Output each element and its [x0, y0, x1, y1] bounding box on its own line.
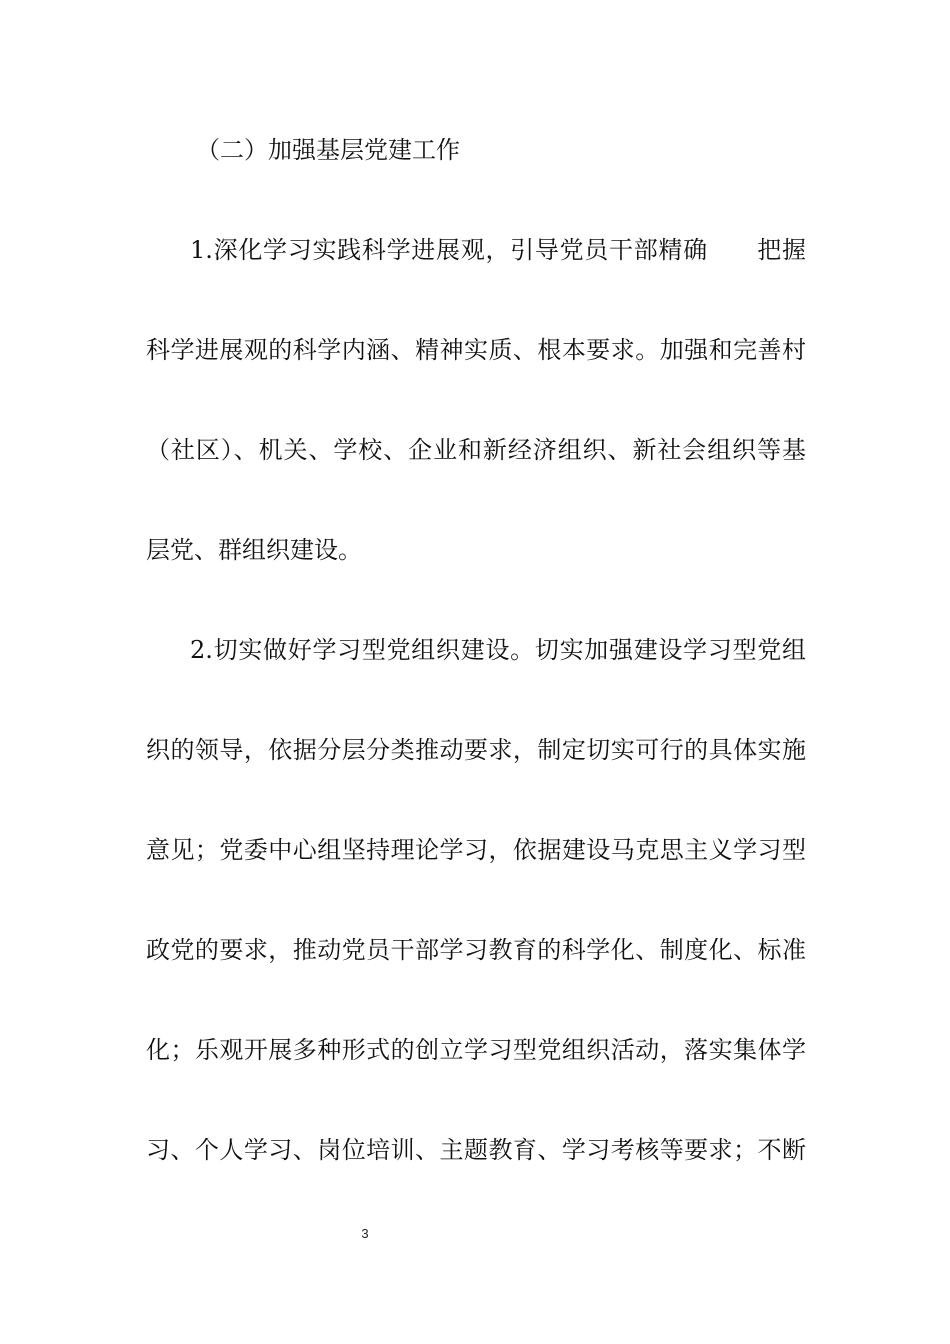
paragraph-2-line-3: 意见；党委中心组坚持理论学习，依据建设马克思主义学习型	[146, 836, 806, 864]
paragraph-1-line-2: 科学进展观的科学内涵、精神实质、根本要求。加强和完善村	[146, 336, 806, 364]
paragraph-2-line-5: 化；乐观开展多种形式的创立学习型党组织活动，落实集体学	[146, 1036, 806, 1064]
section-heading: （二）加强基层党建工作	[196, 136, 460, 164]
paragraph-1-line-3: （社区）、机关、学校、企业和新经济组织、新社会组织等基	[146, 436, 806, 464]
paragraph-2-line-6: 习、个人学习、岗位培训、主题教育、学习考核等要求；不断	[146, 1136, 806, 1164]
paragraph-2-line-4: 政党的要求，推动党员干部学习教育的科学化、制度化、标准	[146, 936, 806, 964]
paragraph-2-line-1: 2.切实做好学习型党组织建设。切实加强建设学习型党组	[190, 636, 806, 664]
paragraph-2-line-2: 织的领导，依据分层分类推动要求，制定切实可行的具体实施	[146, 736, 806, 764]
page-number: 3	[361, 1226, 369, 1241]
paragraph-1-line-1: 1.深化学习实践科学进展观，引导党员干部精确 把握	[190, 236, 806, 264]
paragraph-1-line-4: 层党、群组织建设。	[146, 536, 362, 564]
